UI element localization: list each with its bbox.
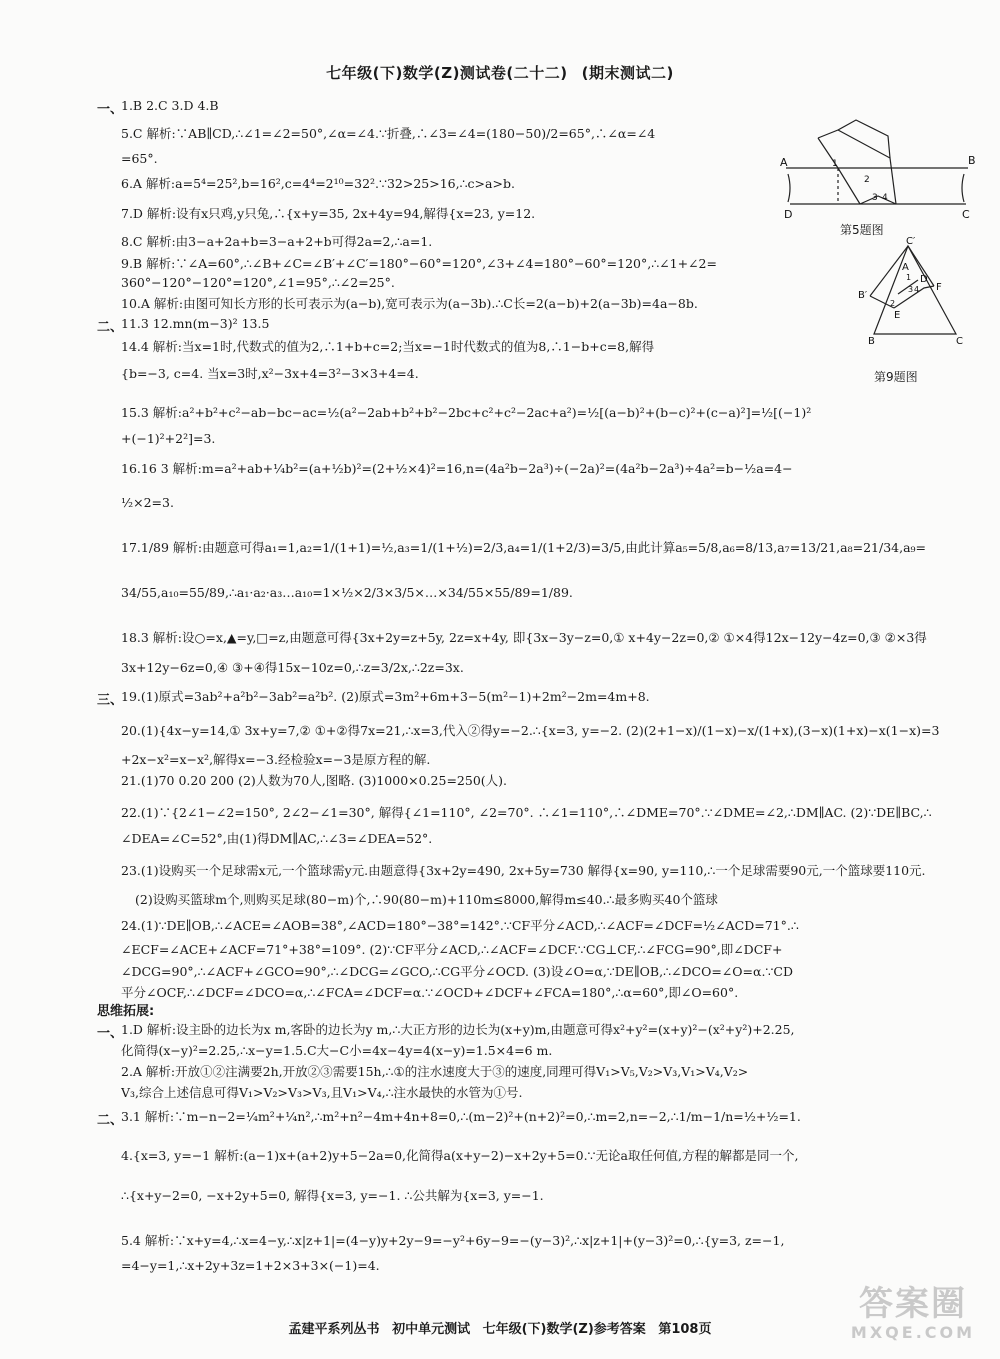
watermark-logo (838, 1284, 988, 1350)
figure-9-label: C (956, 336, 963, 347)
watermark-line-1: 答案圈 (859, 1284, 967, 1324)
answer-line: 19.(1)原式=3ab²+a²b²−3ab²=a²b². (2)原式=3m²+6m+3−5(m²−1)+2m²−2m=4m+8. (121, 689, 650, 704)
answer-line: 8.C 解析:由3−a+2a+b=3−a+2+b可得2a=2,∴a=1. (121, 234, 433, 249)
answer-line: 23.(1)设购买一个足球需x元,一个篮球需y元.由题意得{3x+2y=490, 2x+5y=730 解得{x=90, y=110,∴一个足球需要90元,一个篮球要110元. (121, 863, 926, 878)
answer-line: ∠ECF=∠ACE+∠ACF=71°+38°=109°. (2)∵CF平分∠ACD,∴∠ACF=∠DCF.∵CG⊥CF,∴∠FCG=90°,即∠DCF+ (121, 942, 783, 957)
answer-line: 15.3 解析:a²+b²+c²−ab−bc−ac=½(a²−2ab+b²+b²−2bc+c²+c²−2ac+a²)=½[(a−b)²+(b−c)²+(c−a)²]=½[(−1)² (121, 405, 812, 420)
answer-line: 1.D 解析:设主卧的边长为x m,客卧的边长为y m,∴大正方形的边长为(x+y)m,由题意可得x²+y²=(x+y)²−(x²+y²)+2.25, (121, 1022, 795, 1037)
answer-line: =4−y=1,∴x+2y+3z=1+2×3+3×(−1)=4. (121, 1258, 380, 1273)
answer-line: V₃,综合上述信息可得V₁>V₂>V₃>V₃,且V₁>V₄,∴注水最快的水管为①号. (121, 1085, 523, 1100)
answer-line: 17.1/89 解析:由题意可得a₁=1,a₂=1/(1+1)=½,a₃=1/(1+½)=2/3,a₄=1/(1+2/3)=3/5,由此计算a₅=5/8,a₆=8/13,a₇=13/21,a₈=21/34,a₉= (121, 540, 927, 555)
answer-line: 20.(1){4x−y=14,① 3x+y=7,② ①+②得7x=21,∴x=3,代入②得y=−2.∴{x=3, y=−2. (2)(2+1−x)/(1−x)−x/(1+x),(3−x)(1+x)−x(1−x)=3 (121, 723, 940, 738)
section-2-marker: 二、 (97, 320, 124, 335)
answer-line: 34/55,a₁₀=55/89,∴a₁·a₂·a₃…a₁₀=1×½×2/3×3/5×…×34/55×55/89=1/89. (121, 585, 573, 600)
answer-line: 5.4 解析:∵x+y=4,∴x=4−y,∴x|z+1|=(4−y)y+2y−9=−y²+6y−9=−(y−3)²,∴x|z+1|+(y−3)²=0,∴{y=3, z=−1, (121, 1233, 785, 1248)
answer-line: 5.C 解析:∵AB∥CD,∴∠1=∠2=50°,∠α=∠4.∵折叠,∴∠3=∠4=(180−50)/2=65°,∴∠α=∠4 (121, 126, 656, 141)
answer-line: +2x−x²=x−x²,解得x=−3.经检验x=−3是原方程的解. (121, 752, 431, 767)
answer-line: 7.D 解析:设有x只鸡,y只兔,∴{x+y=35, 2x+4y=94,解得{x=23, y=12. (121, 206, 536, 221)
page-title (0, 62, 1000, 83)
answer-line: 3x+12y−6z=0,④ ③+④得15x−10z=0,∴z=3/2x,∴2z=3x. (121, 660, 464, 675)
thinking-section-2-marker: 二、 (97, 1113, 124, 1128)
footer-subject: 七年级(下)数学(Z)参考答案 (482, 1322, 646, 1337)
footer-series: 孟建平系列丛书 (288, 1322, 380, 1337)
answer-line: 16.16 3 解析:m=a²+ab+¼b²=(a+½b)²=(2+½×4)²=16,n=(4a²b−2a³)÷(−2a)²=(4a²b−2a³)÷4a²=b−½a=4− (121, 461, 793, 476)
answer-line: ∠DEA=∠C=52°,由(1)得DM∥AC,∴∠3=∠DEA=52°. (121, 831, 433, 846)
figure-9-label: 2 (890, 299, 896, 308)
figure-9-label: B′ (858, 290, 868, 301)
figure-9-label: D (920, 274, 928, 285)
figure-5-label: D (784, 208, 793, 221)
figure-9-label: E (894, 310, 901, 321)
answer-line: 18.3 解析:设○=x,▲=y,□=z,由题意可得{3x+2y=z+5y, 2z=x+4y, 即{3x−3y−z=0,① x+4y−2z=0,② ①×4得12x−12y−4z=0,③ ②×3得 (121, 630, 927, 645)
answer-line: {b=−3, c=4. 当x=3时,x²−3x+4=3²−3×3+4=4. (121, 366, 419, 381)
answer-line: ∴{x+y−2=0, −x+2y+5=0, 解得{x=3, y=−1. ∴公共解为{x=3, y=−1. (121, 1188, 544, 1203)
title-main: 七年级(下)数学(Z)测试卷(二十二) (326, 64, 568, 82)
answer-line: 21.(1)70 0.20 200 (2)人数为70人,图略. (3)1000×0.25=250(人). (121, 773, 508, 788)
figure-5-label: B (968, 154, 976, 167)
answer-line: 化简得(x−y)²=2.25,∴x−y=1.5.C大−C小=4x−4y=4(x−y)=1.5×4=6 m. (121, 1043, 553, 1058)
answer-line: 360°−120°−120°=120°,∠1=95°,∴∠2=25°. (121, 275, 395, 290)
answer-line: 14.4 解析:当x=1时,代数式的值为2,∴1+b+c=2;当x=−1时代数式的值为8,∴1−b+c=8,解得 (121, 339, 655, 354)
thinking-section-1-marker: 一、 (97, 1026, 124, 1041)
answer-line: +(−1)²+2²]=3. (121, 431, 216, 446)
answer-line: 3.1 解析:∵m−n−2=¼m²+¼n²,∴m²+n²−4m+4n+8=0,∴(m−2)²+(n+2)²=0,∴m=2,n=−2,∴1/m−1/n=½+½=1. (121, 1109, 801, 1124)
figure-9-label: C′ (906, 236, 916, 247)
section-3-marker: 三、 (97, 693, 124, 708)
figure-9-caption: 第9题图 (874, 370, 918, 384)
answer-line: 24.(1)∵DE∥OB,∴∠ACE=∠AOB=38°,∠ACD=180°−38°=142°.∵CF平分∠ACD,∴∠ACF=∠DCF=½∠ACD=71°.∴ (121, 918, 799, 933)
answer-line: ½×2=3. (121, 495, 174, 510)
answer-line: (2)设购买篮球m个,则购买足球(80−m)个,∴90(80−m)+110m≤8000,解得m≤40.∴最多购买40个篮球 (135, 892, 718, 907)
figure-9-label: 4 (914, 285, 920, 294)
figure-5-label: 1 (832, 159, 838, 169)
answer-line: 4.{x=3, y=−1 解析:(a−1)x+(a+2)y+5−2a=0,化简得a(x+y−2)−x+2y+5=0.∵无论a取任何值,方程的解都是同一个, (121, 1148, 799, 1163)
figure-9-diagram (850, 236, 970, 364)
figure-9-label: 1 (906, 273, 912, 282)
answer-line: 9.B 解析:∵∠A=60°,∴∠B+∠C=∠B′+∠C′=180°−60°=120°,∠3+∠4=180°−60°=120°,∴∠1+∠2= (121, 256, 717, 271)
figure-9-label: 3 (908, 285, 914, 294)
watermark-line-2: MXQE.COM (850, 1323, 976, 1342)
thinking-heading: 思维拓展: (97, 1004, 155, 1019)
figure-5-label: 4 (882, 193, 888, 203)
figure-5-label: 3 (872, 193, 878, 203)
figure-5-caption: 第5题图 (840, 223, 884, 237)
figure-9-label: F (936, 282, 942, 293)
section-1-marker: 一、 (97, 102, 124, 117)
answer-line: 2.A 解析:开放①②注满要2h,开放②③需要15h,∴①的注水速度大于③的速度,同理可得V₁>V₅,V₂>V₃,V₁>V₄,V₂> (121, 1064, 749, 1079)
answer-line: 1.B 2.C 3.D 4.B (121, 98, 219, 113)
answer-line: =65°. (121, 151, 158, 166)
title-sub: (期末测试二) (581, 64, 674, 82)
figure-9-label: A (902, 262, 909, 273)
footer-book: 初中单元测试 (392, 1322, 471, 1337)
footer-page-number: 第108页 (658, 1322, 712, 1337)
figure-5-label: C (962, 208, 970, 221)
figure-9-label: B (868, 336, 875, 347)
answer-line: 22.(1)∵{2∠1−∠2=150°, 2∠2−∠1=30°, 解得{∠1=110°, ∠2=70°. ∴∠1=110°,∴∠DME=70°.∵∠DME=∠2,∴DM∥AC. (2)∵DE∥BC,∴ (121, 805, 932, 820)
answer-line: 11.3 12.mn(m−3)² 13.5 (121, 316, 270, 331)
answer-line: 6.A 解析:a=5⁴=25²,b=16²,c=4⁴=2¹⁰=32².∵32>25>16,∴c>a>b. (121, 176, 515, 191)
answer-line: ∠DCG=90°,∴∠ACF+∠GCO=90°,∴∠DCG=∠GCO,∴CG平分∠OCD. (3)设∠O=α,∵DE∥OB,∴∠DCO=∠O=α.∵CD (121, 964, 793, 979)
figure-5-label: A (780, 156, 788, 169)
answer-line: 10.A 解析:由图可知长方形的长可表示为(a−b),宽可表示为(a−3b).∴C长=2(a−b)+2(a−3b)=4a−8b. (121, 296, 698, 311)
figure-5-diagram (778, 118, 978, 223)
figure-5-label: 2 (864, 175, 870, 185)
answer-line: 平分∠OCF,∴∠DCF=∠DCO=α,∴∠FCA=∠DCF=α.∵∠OCD+∠DCF+∠FCA=180°,∴α=60°,即∠O=60°. (121, 985, 739, 1000)
